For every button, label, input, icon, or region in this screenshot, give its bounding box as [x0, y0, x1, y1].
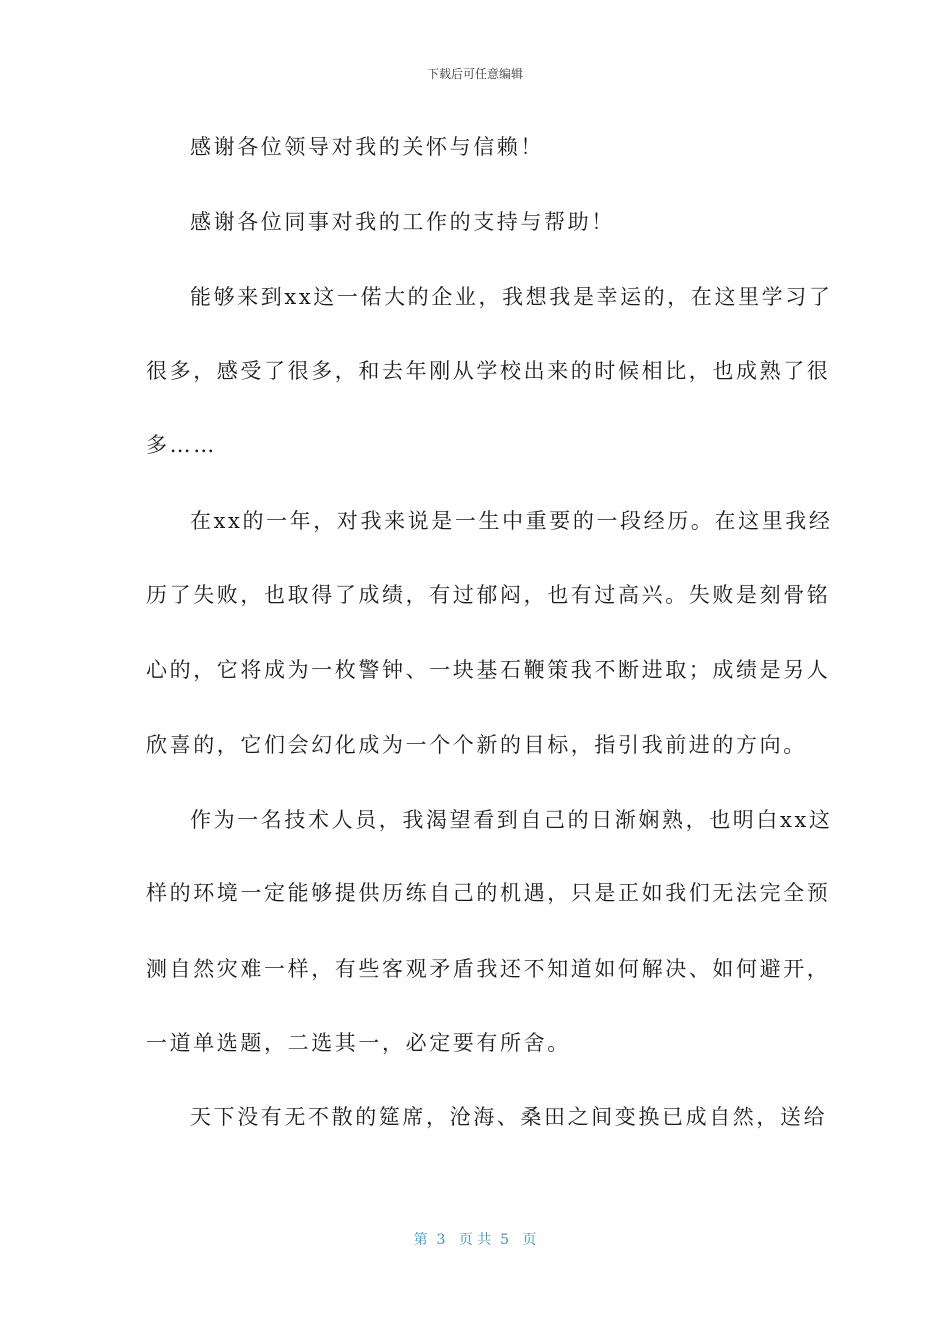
paragraph-line: 心的，它将成为一枚警钟、一块基石鞭策我不断进取；成绩是另人 — [146, 658, 831, 682]
paragraph-line: 测自然灾难一样，有些客观矛盾我还不知道如何解决、如何避开， — [146, 957, 831, 981]
paragraph-line: 一道单选题，二选其一，必定要有所舍。 — [146, 1031, 571, 1055]
paragraph-line: 欣喜的，它们会幻化成为一个个新的目标，指引我前进的方向。 — [146, 733, 807, 757]
paragraph-line: 感谢各位同事对我的工作的支持与帮助！ — [190, 210, 615, 234]
paragraph-line: 作为一名技术人员，我渴望看到自己的日渐娴熟，也明白xx这 — [190, 808, 833, 832]
paragraph-line: 多…… — [146, 433, 217, 457]
paragraph-line: 天下没有无不散的筵席，沧海、桑田之间变换已成自然，送给 — [190, 1105, 828, 1129]
paragraph-line: 能够来到xx这一偌大的企业，我想我是幸运的，在这里学习了 — [190, 285, 833, 309]
page-header-note: 下载后可任意编辑 — [426, 67, 523, 81]
paragraph-line: 历了失败，也取得了成绩，有过郁闷，也有过高兴。失败是刻骨铭 — [146, 583, 831, 607]
paragraph-line: 感谢各位领导对我的关怀与信赖！ — [190, 135, 544, 159]
page-number-footer: 第 3 页 共 5 页 — [413, 1232, 537, 1248]
paragraph-line: 在xx的一年，对我来说是一生中重要的一段经历。在这里我经 — [190, 509, 833, 533]
paragraph-line: 很多，感受了很多，和去年刚从学校出来的时候相比，也成熟了很 — [146, 359, 831, 383]
paragraph-line: 样的环境一定能够提供历练自己的机遇，只是正如我们无法完全预 — [146, 881, 831, 905]
